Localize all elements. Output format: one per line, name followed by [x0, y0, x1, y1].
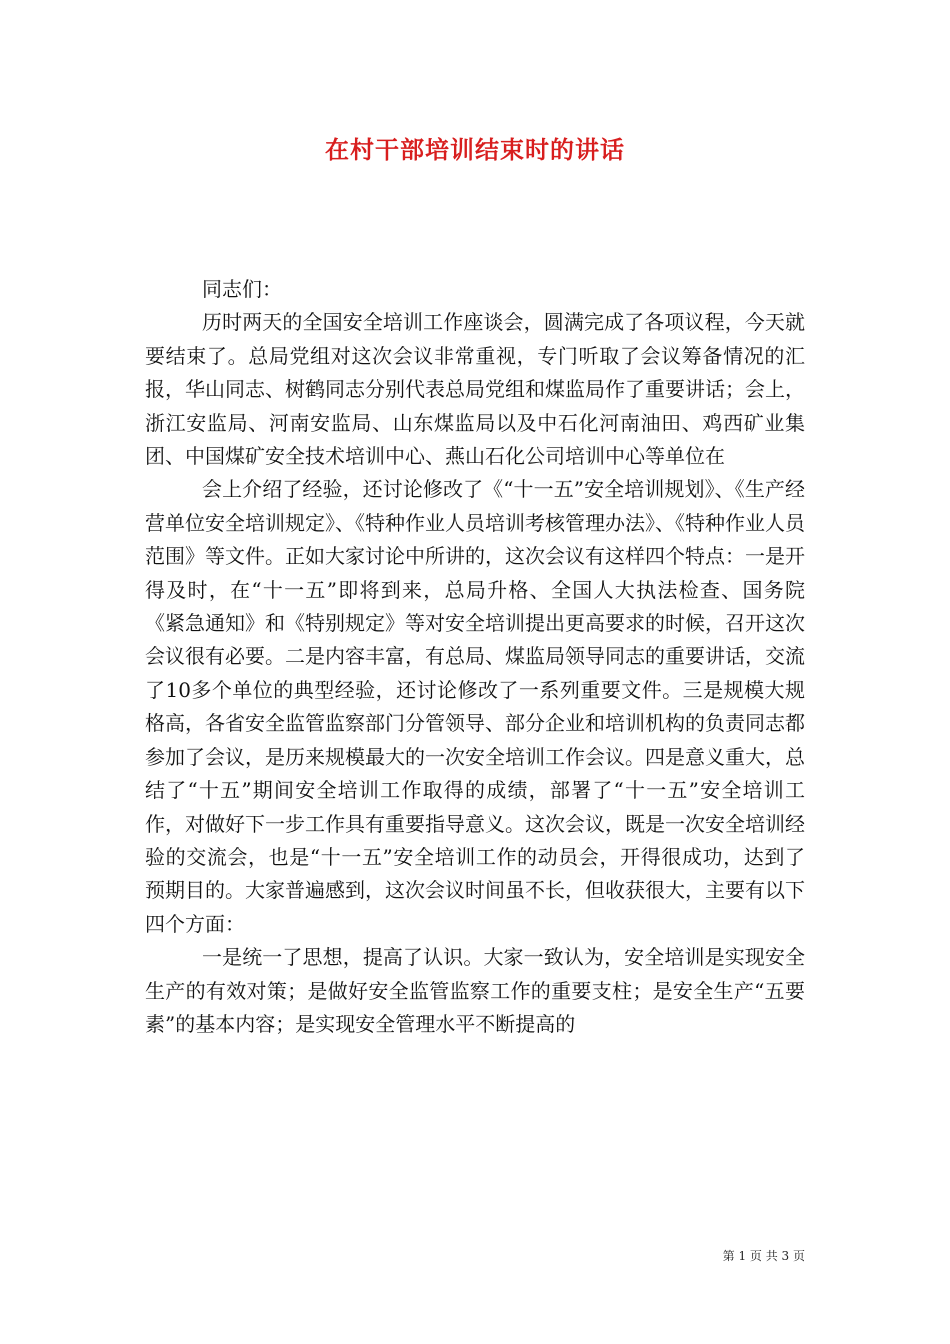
document-title: 在村干部培训结束时的讲话: [325, 135, 625, 164]
page-number: 第 1 页 共 3 页: [722, 1249, 805, 1263]
salutation: 同志们：: [202, 277, 282, 301]
document-body: [145, 273, 805, 1041]
paragraph-2: 会上介绍了经验，还讨论修改了《“十一五”安全培训规划》、《生产经营单位安全培训规定》、《特种作业人员培训考核管理办法》、《特种作业人员范围》等文件。正如大家讨论中所讲的，这次会议有这样四个特点：一是开得及时，在“十一五”即将到来，总局升格、全国人大执法检查、国务院《紧急通知》和《特别规定》等对安全培训提出更高要求的时候，召开这次会议很有必要。二是内容丰富，有总局、煤监局领导同志的重要讲话，交流了10多个单位的典型经验，还讨论修改了一系列重要文件。三是规模大规格高，各省安全监管监察部门分管领导、部分企业和培训机构的负责同志都参加了会议，是历来规模最大的一次安全培训工作会议。四是意义重大，总结了“十五”期间安全培训工作取得的成绩，部署了“十一五”安全培训工作，对做好下一步工作具有重要指导意义。这次会议，既是一次安全培训经验的交流会，也是“十一五”安全培训工作的动员会，开得很成功，达到了预期目的。大家普遍感到，这次会议时间虽不长，但收获很大，主要有以下四个方面：: [145, 477, 805, 936]
paragraph-3: 一是统一了思想，提高了认识。大家一致认为，安全培训是实现安全生产的有效对策；是做好安全监管监察工作的重要支柱；是安全生产“五要素”的基本内容；是实现安全管理水平不断提高的: [145, 945, 805, 1036]
paragraph-1: 历时两天的全国安全培训工作座谈会，圆满完成了各项议程，今天就要结束了。总局党组对这次会议非常重视，专门听取了会议筹备情况的汇报，华山同志、树鹤同志分别代表总局党组和煤监局作了重要讲话；会上，浙江安监局、河南安监局、山东煤监局以及中石化河南油田、鸡西矿业集团、中国煤矿安全技术培训中心、燕山石化公司培训中心等单位在: [145, 310, 805, 469]
